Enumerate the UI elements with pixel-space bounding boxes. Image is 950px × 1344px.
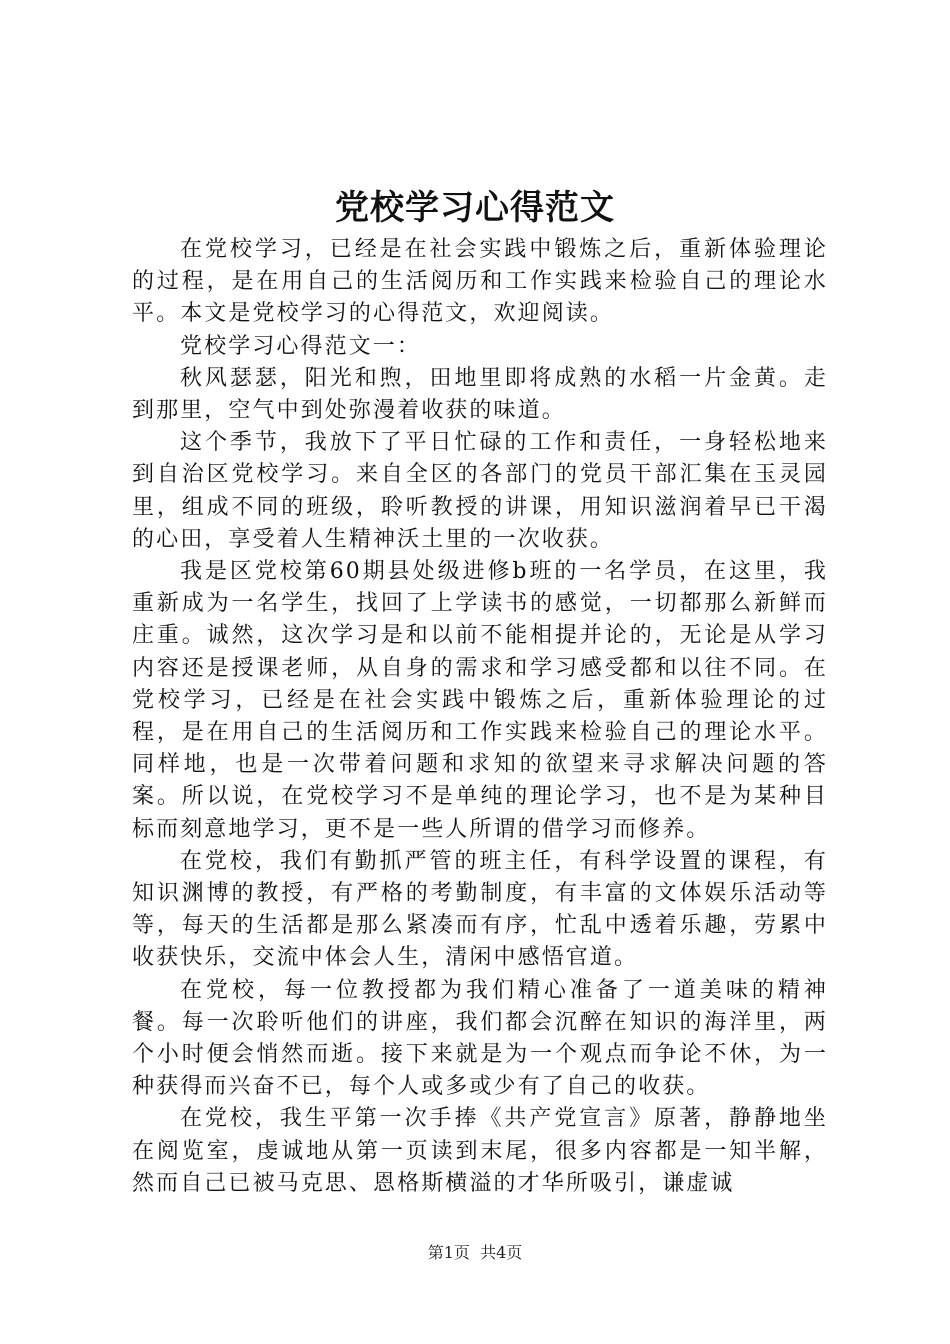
paragraph: 在党校，我生平第一次手捧《共产党宣言》原著，静静地坐在阅览室，虔诚地从第一页读到末尾，很多内容都是一知半解，然而自己已被马克思、恩格斯横溢的才华所吸引，谦虚诚 [132,1106,828,1196]
paragraph: 这个季节，我放下了平日忙碌的工作和责任，一身轻松地来到自治区党校学习。来自全区的各部门的党员干部汇集在玉灵园里，组成不同的班级，聆听教授的讲课，用知识滋润着早已干渴的心田，享受着人生精神沃土里的一次收获。 [132,430,828,552]
paragraph: 秋风瑟瑟，阳光和煦，田地里即将成熟的水稻一片金黄。走到那里，空气中到处弥漫着收获的味道。 [132,365,828,424]
document-title: 党校学习心得范文 [335,188,615,228]
paragraph: 在党校，我们有勤抓严管的班主任，有科学设置的课程，有知识渊博的教授，有严格的考勤制度，有丰富的文体娱乐活动等等，每天的生活都是那么紧凑而有序，忙乱中透着乐趣，劳累中收获快乐，交流中体会人生，清闲中感悟官道。 [132,848,828,971]
paragraph: 在党校学习，已经是在社会实践中锻炼之后，重新体验理论的过程，是在用自己的生活阅历和工作实践来检验自己的理论水平。本文是党校学习的心得范文，欢迎阅读。 [132,237,828,327]
section-heading: 党校学习心得范文一： [180,333,422,359]
paragraph: 在党校，每一位教授都为我们精心准备了一道美味的精神餐。每一次聆听他们的讲座，我们都会沉醉在知识的海洋里，两个小时便会悄然而逝。接下来就是为一个观点而争论不休，为一种获得而兴奋不已，每个人或多或少有了自己的收获。 [132,977,828,1100]
document-body [132,234,828,1200]
paragraph: 我是区党校第60期县处级进修b班的一名学员，在这里，我重新成为一名学生，找回了上学读书的感觉，一切都那么新鲜而庄重。诚然，这次学习是和以前不能相提并论的，无论是从学习内容还是授课老师，从自身的需求和学习感受都和以往不同。在党校学习，已经是在社会实践中锻炼之后，重新体验理论的过程，是在用自己的生活阅历和工作实践来检验自己的理论水平。同样地，也是一次带着问题和求知的欲望来寻求解决问题的答案。所以说，在党校学习不是单纯的理论学习，也不是为某种目标而刻意地学习，更不是一些人所谓的借学习而修养。 [132,559,828,842]
page-footer [0,1242,950,1264]
page-number: 第1页 共4页 [427,1243,523,1262]
